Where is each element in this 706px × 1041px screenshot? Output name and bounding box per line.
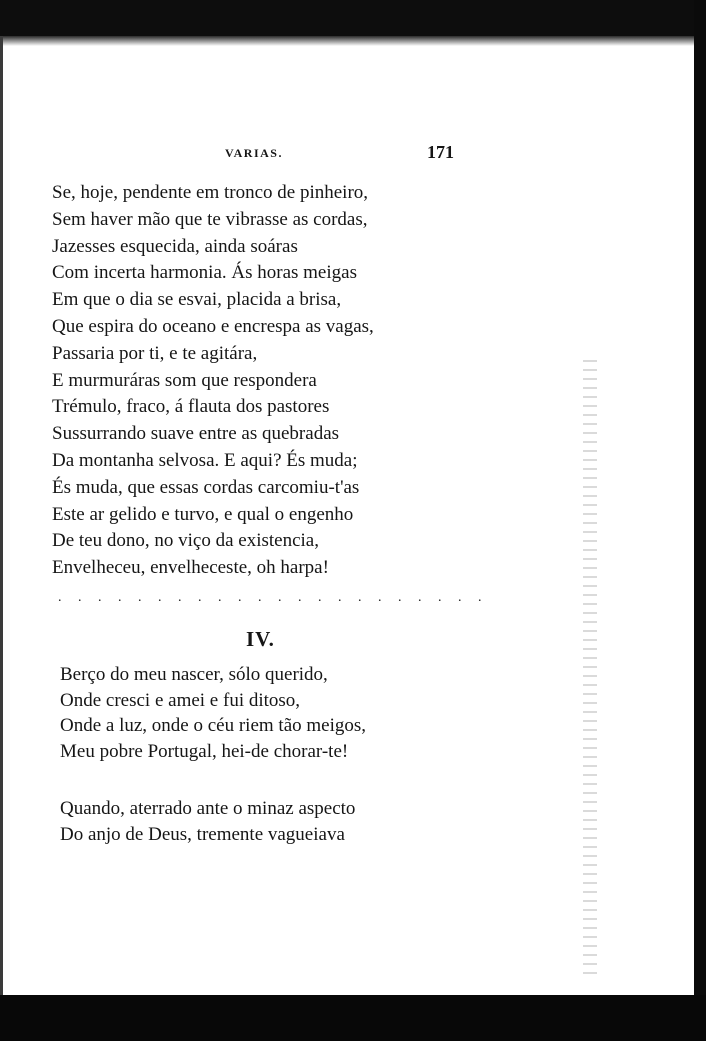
verse-line: Meu pobre Portugal, hei-de chorar-te! — [60, 740, 349, 762]
scan-top-shadow — [0, 36, 706, 46]
verse-line: És muda, que essas cordas carcomiu-t'as — [52, 476, 360, 498]
scan-right-border — [694, 0, 706, 1041]
verse-line: Jazesses esquecida, ainda soáras — [52, 235, 298, 257]
stanza-3 — [60, 796, 355, 847]
binding-gutter-marks — [583, 360, 597, 980]
verse-line: De teu dono, no viço da existencia, — [52, 530, 319, 552]
running-head: VARIAS. — [225, 146, 283, 160]
scan-left-border — [0, 36, 3, 996]
scan-top-border — [0, 0, 706, 36]
verse-line: Se, hoje, pendente em tronco de pinheiro, — [52, 182, 369, 203]
verse-line: Envelheceu, envelheceste, oh harpa! — [52, 557, 329, 579]
verse-line: Em que o dia se esvai, placida a brisa, — [52, 289, 342, 311]
verse-line: Sussurrando suave entre as quebradas — [52, 423, 340, 445]
verse-line: Trémulo, fraco, á flauta dos pastores — [52, 396, 330, 418]
stanza-2 — [60, 662, 366, 764]
section-heading: IV. — [246, 627, 275, 651]
page-number: 171 — [427, 142, 454, 162]
scan-bottom-border — [0, 995, 706, 1041]
verse-line: Berço do meu nascer, sólo querido, — [60, 664, 328, 685]
verse-line: Quando, aterrado ante o minaz aspecto — [60, 798, 356, 819]
verse-line: Que espira do oceano e encrespa as vagas, — [52, 315, 374, 337]
verse-line: Da montanha selvosa. E aqui? És muda; — [52, 449, 358, 471]
verse-line: Do anjo de Deus, tremente vagueiava — [60, 823, 345, 845]
verse-line: E murmuráras som que respondera — [52, 369, 317, 391]
verse-line: Este ar gelido e turvo, e qual o engenho — [52, 503, 354, 525]
elision-dots: . . . . . . . . . . . . . . . . . . . . . . — [58, 590, 488, 605]
verse-line: Passaria por ti, e te agitára, — [52, 342, 258, 364]
stanza-1 — [52, 180, 374, 582]
verse-line: Sem haver mão que te vibrasse as cordas, — [52, 208, 368, 230]
verse-line: Onde a luz, onde o céu riem tão meigos, — [60, 715, 367, 736]
verse-line: Onde cresci e amei e fui ditoso, — [60, 689, 301, 711]
verse-line: Com incerta harmonia. Ás horas meigas — [52, 262, 357, 284]
